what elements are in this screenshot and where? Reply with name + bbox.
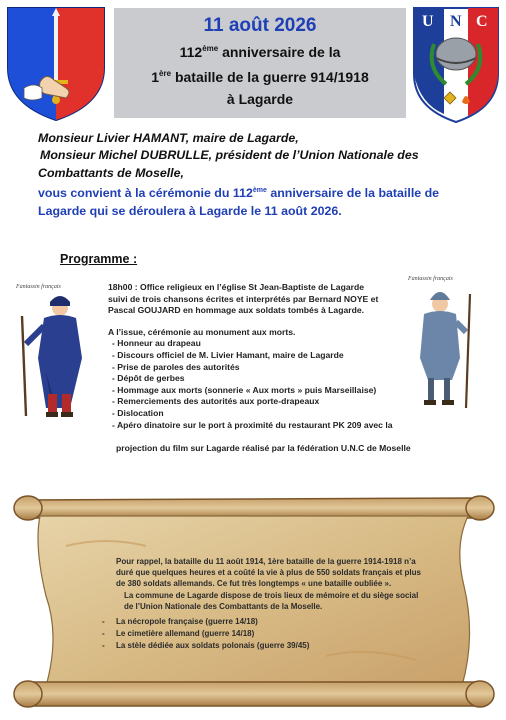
anniversary-rest: anniversaire de la [218,44,341,60]
projection-line: projection du film sur Lagarde réalisé par la fédération U.N.C de Moselle [116,443,411,453]
scroll-line-3: de 380 soldats allemands. Ce fut très longtemps « une bataille oubliée ». [116,579,392,589]
scroll-text [116,556,428,651]
list-item: - Apéro dinatoire sur le port à proximité du restaurant PK 209 avec la [108,420,408,432]
scroll-line-2: duré que quelques heures et a coûté la vie à plus de 550 soldats français et plus [116,568,421,578]
soldier-left-illustration [10,276,92,424]
list-item: - La stèle dédiée aux soldats polonais (guerre 39/45) [102,640,428,652]
soldier-left-caption: Fantassin français [16,284,61,290]
battle-rest: bataille de la guerre 914/1918 [171,69,369,85]
battle-sup: ère [159,69,172,78]
programme-last-line [108,443,468,455]
invitation-sup: ème [252,187,267,195]
anniversary-line [114,38,406,63]
event-date: 11 août 2026 [203,15,317,36]
list-item: - Dépôt de gerbes [108,373,408,385]
president-line: Monsieur Michel DUBRULLE, président de l’Union Nationale des [40,148,419,163]
programme-p1-line3: Pascal GOUJARD en hommage aux soldats tombés à Lagarde. [108,305,364,316]
programme-p1-line2: suivi de trois chansons écrites et interprétés par Bernard NOYE et [108,293,379,304]
list-item: - Honneur au drapeau [108,338,408,350]
location-line: à Lagarde [226,91,294,107]
mayor-line: Monsieur Livier HAMANT, maire de Lagarde, [38,131,299,145]
invitation-text [38,130,478,220]
invitation-a: vous convient à la cérémonie du 112 [38,186,253,201]
unc-letter-c: C [476,13,488,30]
list-item: - La nécropole française (guerre 14/18) [102,616,428,628]
unc-emblem [410,4,502,124]
scroll-line-1: Pour rappel, la bataille du 11 août 1914, 1ère bataille de la guerre 1914-1918 n’a [116,557,416,566]
programme-p1-line1: 18h00 : Office religieux en l’église St Jean-Baptiste de Lagarde [108,282,364,292]
list-item: - Dislocation [108,408,408,420]
soldier-right-caption: Fantassin français [408,276,453,282]
president-line-cont: Combattants de Moselle, [38,165,184,180]
memorial-sites-list [102,616,428,651]
soldier-right-illustration [400,270,492,412]
battle-number: 1 [151,69,160,85]
unc-letter-n: N [450,13,462,30]
battle-line [114,63,406,88]
anniversary-sup: ème [202,44,219,53]
programme-title: Programme : [60,252,138,266]
list-item: - Prise de paroles des autorités [108,362,408,374]
list-item: - Hommage aux morts (sonnerie « Aux morts » puis Marseillaise) [108,385,408,397]
programme-list [108,338,408,431]
list-item: - Remerciements des autorités aux porte-drapeaux [108,396,408,408]
unc-letter-u: U [422,13,434,30]
invitation-line-cont: Lagarde qui se déroulera à Lagarde le 11 août 2026. [38,203,342,218]
scroll-line-4: La commune de Lagarde dispose de trois lieux de mémoire et du siège social [124,590,419,600]
event-header [114,8,406,118]
invitation-b: anniversaire de la bataille de [266,186,440,201]
anniversary-number: 112 [179,44,203,60]
lagarde-coat-of-arms [4,4,108,122]
scroll-line-5: de l’Union Nationale des Combattants de la Moselle. [124,601,323,611]
programme-details [108,282,408,431]
list-item: - Discours officiel de M. Livier Hamant, maire de Lagarde [108,350,408,362]
invitation-line [38,182,478,202]
programme-p2: A l’issue, cérémonie au monument aux morts. [108,326,296,337]
list-item: - Le cimetière allemand (guerre 14/18) [102,628,428,640]
